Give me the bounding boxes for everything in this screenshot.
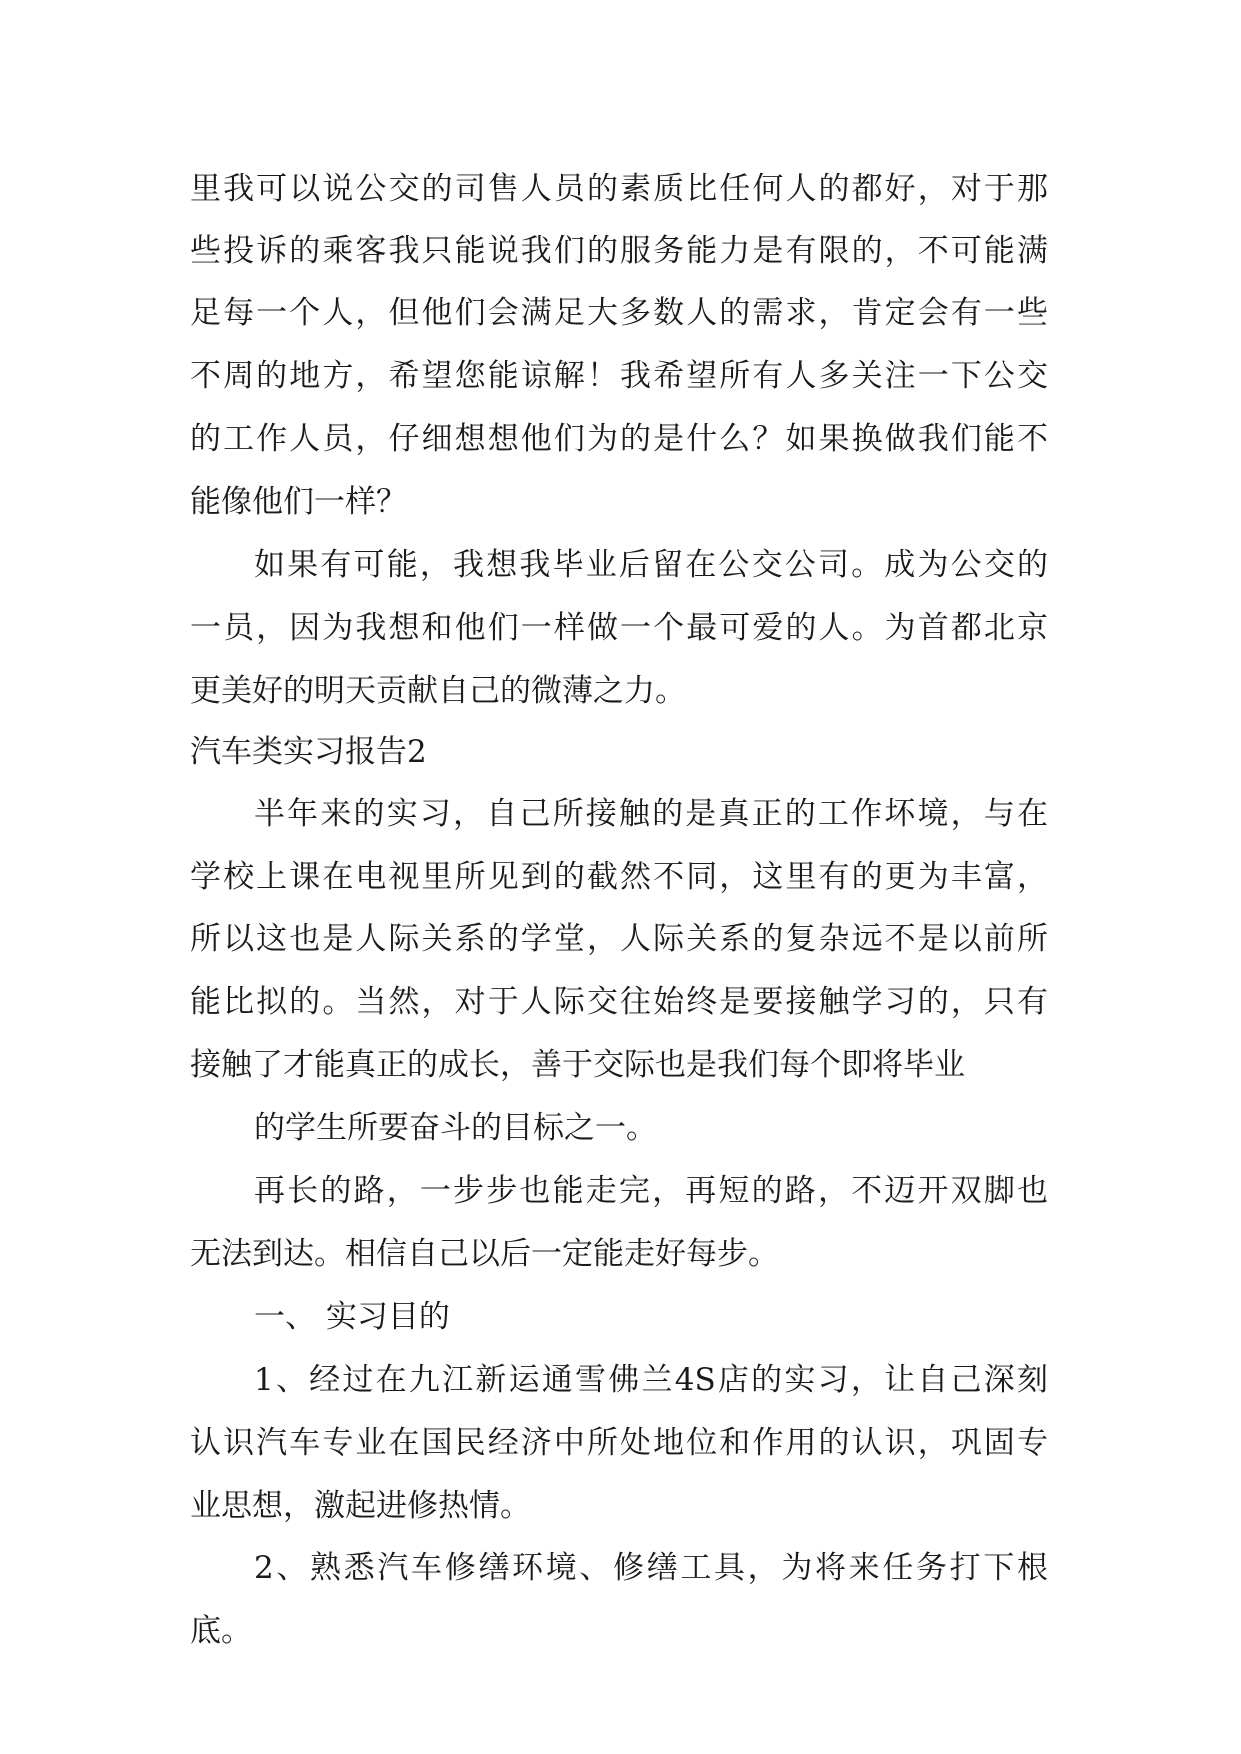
text-line-8: 一员，因为我想和他们一样做一个最可爱的人。为首都北京 [190, 610, 1048, 646]
text-line-5: 的工作人员，仔细想想他们为的是什么？如果换做我们能不 [190, 421, 1048, 457]
text-line-24: 底。 [190, 1613, 252, 1649]
subsection-heading: 一、 实习目的 [254, 1299, 450, 1335]
text-line-11: 半年来的实习，自己所接触的是真正的工作坏境，与在 [254, 796, 1048, 832]
text-line-20: 1、经过在九江新运通雪佛兰4S店的实习，让自己深刻 [254, 1362, 1048, 1398]
text-line-23: 2、熟悉汽车修缮环境、修缮工具，为将来任务打下根 [254, 1550, 1048, 1586]
text-line-17: 再长的路，一步步也能走完，再短的路，不迈开双脚也 [254, 1173, 1048, 1209]
text-line-18: 无法到达。相信自己以后一定能走好每步。 [190, 1236, 779, 1272]
text-line-6: 能像他们一样？ [190, 484, 407, 520]
text-line-9: 更美好的明天贡献自己的微薄之力。 [190, 673, 686, 709]
section-title: 汽车类实习报告2 [190, 734, 427, 770]
text-line-15: 接触了才能真正的成长，善于交际也是我们每个即将毕业 [190, 1047, 965, 1083]
text-line-4: 不周的地方，希望您能谅解！我希望所有人多关注一下公交 [190, 358, 1048, 394]
text-line-3: 足每一个人，但他们会满足大多数人的需求，肯定会有一些 [190, 295, 1048, 331]
text-line-14: 能比拟的。当然，对于人际交往始终是要接触学习的，只有 [190, 984, 1048, 1020]
text-line-12: 学校上课在电视里所见到的截然不同，这里有的更为丰富， [190, 859, 1048, 895]
text-line-13: 所以这也是人际关系的学堂，人际关系的复杂远不是以前所 [190, 921, 1048, 957]
text-line-16: 的学生所要奋斗的目标之一。 [254, 1110, 657, 1146]
text-line-22: 业思想，激起进修热情。 [190, 1488, 531, 1524]
text-line-1: 里我可以说公交的司售人员的素质比任何人的都好，对于那 [190, 171, 1048, 207]
text-line-7: 如果有可能，我想我毕业后留在公交公司。成为公交的 [254, 547, 1048, 583]
text-line-2: 些投诉的乘客我只能说我们的服务能力是有限的，不可能满 [190, 233, 1048, 269]
text-line-21: 认识汽车专业在国民经济中所处地位和作用的认识，巩固专 [190, 1425, 1048, 1461]
